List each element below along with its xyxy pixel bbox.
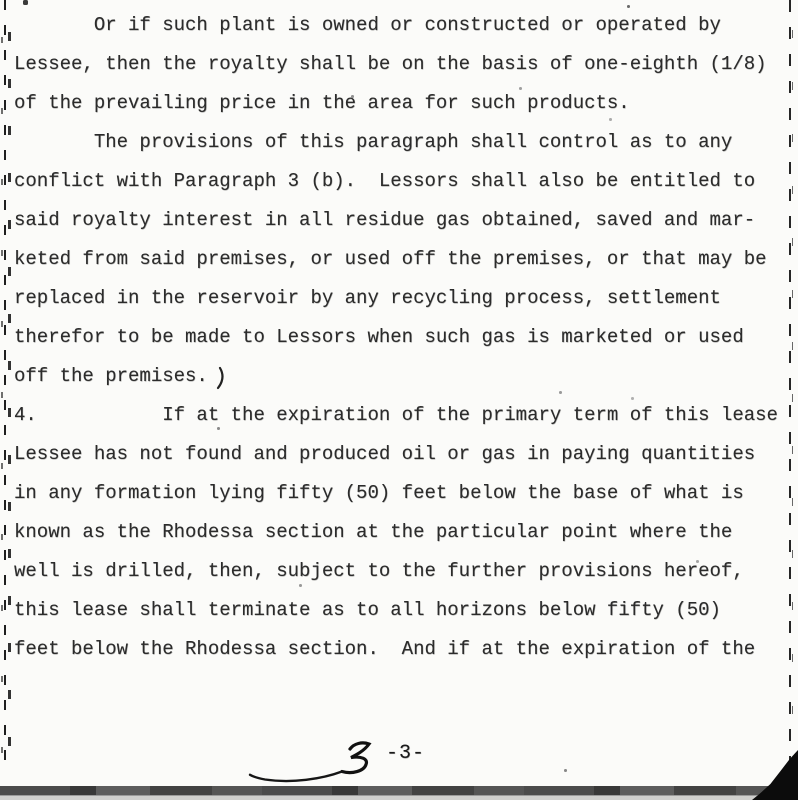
text-line: Lessee has not found and produced oil or gas in paying quantities [14,443,756,465]
text-line: feet below the Rhodessa section. And if at the expiration of the [14,638,756,660]
text-line: therefor to be made to Lessors when such gas is marketed or used [14,326,744,348]
scan-bottom-strip [0,795,798,800]
handwritten-numeral-3 [342,743,369,773]
text-line: of the prevailing price in the area for such products. [14,92,630,114]
left-edge-scan-marks [4,0,6,774]
text-line: this lease shall terminate as to all horizons below fifty (50) [14,599,721,621]
text-line: conflict with Paragraph 3 (b). Lessors shall also be entitled to [14,170,756,192]
text-line: Or if such plant is owned or constructed or operated by [14,14,721,36]
text-line: 4. If at the expiration of the primary term of this lease [14,404,778,426]
text-line: in any formation lying fifty (50) feet below the base of what is [14,482,744,504]
text-line: known as the Rhodessa section at the particular point where the [14,521,733,543]
handwritten-underline-flourish [250,772,342,781]
text-line: The provisions of this paragraph shall control as to any [14,131,733,153]
text-line: said royalty interest in all residue gas obtained, saved and mar- [14,209,756,231]
left-edge-scan-marks-outer [1,6,3,770]
text-line: off the premises. [14,365,208,387]
left-edge-scan-marks-inner [8,14,11,770]
text-line: Lessee, then the royalty shall be on the basis of one-eighth (1/8) [14,53,767,75]
text-line: keted from said premises, or used off the premises, or that may be [14,248,767,270]
document-text [14,6,794,669]
scan-specks [0,0,1,1]
scan-bottom-bar [0,786,798,795]
typed-page-number: -3- [386,742,426,765]
text-line: well is drilled, then, subject to the further provisions hereof, [14,560,744,582]
text-line: replaced in the reservoir by any recycling process, settlement [14,287,721,309]
